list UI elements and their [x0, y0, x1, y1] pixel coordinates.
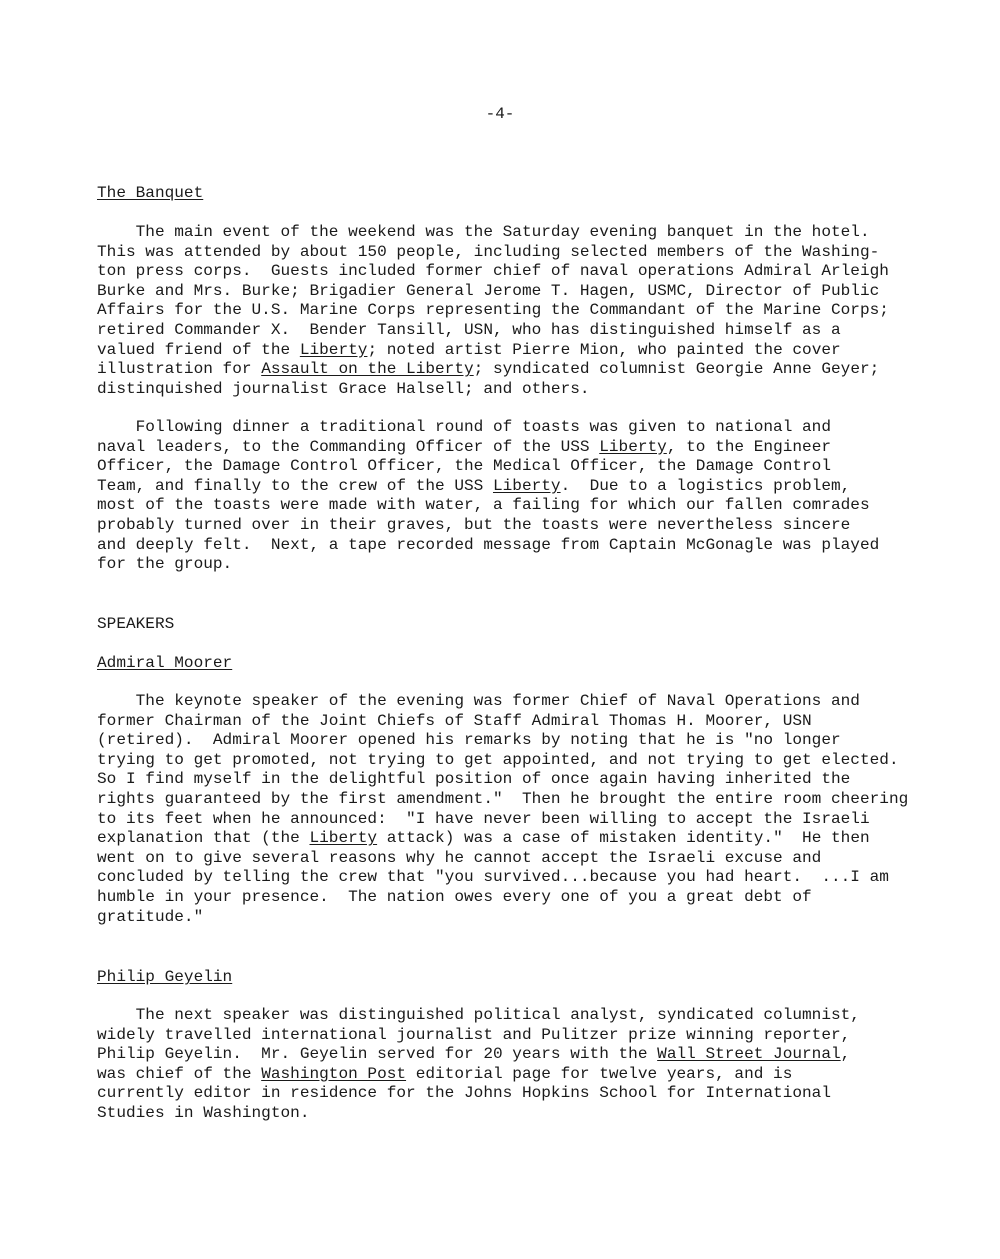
underlined-title: Liberty [309, 829, 378, 848]
text-run: ; syndicated columnist Georgie Anne Geyer; [473, 360, 880, 379]
text-run: widely travelled international journalist and Pulitzer prize winning reporter, [97, 1025, 851, 1044]
text-line [97, 1065, 927, 1085]
text-line [97, 1104, 927, 1124]
underlined-title: Wall Street Journal [657, 1045, 841, 1064]
text-run: , to the Engineer [666, 437, 832, 456]
text-run: probably turned over in their graves, but the toasts were nevertheless sincere [97, 515, 851, 534]
text-line [97, 243, 927, 263]
text-run: currently editor in residence for the Johns Hopkins School for International [97, 1084, 831, 1103]
text-line [97, 1045, 927, 1065]
text-run: . Due to a logistics problem, [560, 476, 851, 495]
text-line [97, 418, 927, 438]
geyelin-heading [97, 968, 927, 988]
text-run: ; noted artist Pierre Mion, who painted the cover [367, 340, 841, 359]
text-line [97, 438, 927, 458]
text-line [97, 751, 927, 771]
text-run: retired Commander X. Bender Tansill, USN, who has distinguished himself as a [97, 320, 841, 339]
text-line [97, 712, 927, 732]
text-run: Team, and finally to the crew of the USS [97, 476, 493, 495]
text-run: trying to get promoted, not trying to get appointed, and not trying to get elected. [97, 750, 899, 769]
text-run: Officer, the Damage Control Officer, the Medical Officer, the Damage Control [97, 457, 831, 476]
geyelin-paragraph [97, 1006, 927, 1124]
moorer-paragraph [97, 692, 927, 927]
underlined-title: Liberty [299, 340, 368, 359]
underlined-title: Liberty [492, 476, 561, 495]
text-line [97, 301, 927, 321]
text-run: illustration for [97, 360, 262, 379]
text-line [97, 908, 927, 928]
text-run: naval leaders, to the Commanding Officer of the USS [97, 437, 600, 456]
text-line [97, 868, 927, 888]
banquet-heading-text: The Banquet [97, 184, 204, 202]
text-run: distinquished journalist Grace Halsell; and others. [97, 379, 590, 398]
text-line [97, 457, 927, 477]
page-number: -4- [485, 105, 515, 123]
text-line [97, 1084, 927, 1104]
text-run: humble in your presence. The nation owes every one of you a great debt of [97, 887, 812, 906]
text-line [97, 790, 927, 810]
text-run: Studies in Washington. [97, 1103, 310, 1122]
text-run: went on to give several reasons why he cannot accept the Israeli excuse and [97, 848, 822, 867]
underlined-title: Liberty [599, 437, 667, 456]
speakers-heading-text: SPEAKERS [97, 615, 175, 633]
text-line [97, 321, 927, 341]
text-run: and deeply felt. Next, a tape recorded message from Captain McGonagle was played [97, 535, 880, 554]
text-run: The keynote speaker of the evening was former Chief of Naval Operations and [97, 692, 860, 710]
text-run: was chief of the [97, 1064, 262, 1083]
text-line [97, 731, 927, 751]
text-run: former Chairman of the Joint Chiefs of Staff Admiral Thomas H. Moorer, USN [97, 711, 812, 730]
text-run: rights guaranteed by the first amendment." Then he brought the entire room cheering [97, 789, 909, 808]
text-run: Following dinner a traditional round of toasts was given to national and [97, 418, 831, 436]
banquet-paragraph-2 [97, 418, 927, 575]
text-line [97, 829, 927, 849]
text-line [97, 282, 927, 302]
text-line [97, 1026, 927, 1046]
text-line [97, 477, 927, 497]
text-line [97, 380, 927, 400]
text-line [97, 888, 927, 908]
text-run: concluded by telling the crew that "you survived...because you had heart. ...I am [97, 868, 889, 887]
text-run: most of the toasts were made with water, a failing for which our fallen comrades [97, 496, 870, 515]
text-run: Affairs for the U.S. Marine Corps representing the Commandant of the Marine Corps; [97, 301, 889, 320]
text-line [97, 496, 927, 516]
text-line [97, 692, 927, 712]
text-run: attack) was a case of mistaken identity." He then [377, 829, 870, 848]
text-run: explanation that (the [97, 829, 310, 848]
geyelin-heading-text: Philip Geyelin [97, 968, 233, 986]
text-line [97, 555, 927, 575]
text-line [97, 810, 927, 830]
text-line [97, 223, 927, 243]
text-line [97, 516, 927, 536]
text-run: The main event of the weekend was the Saturday evening banquet in the hotel. [97, 223, 870, 241]
banquet-heading [97, 184, 927, 204]
moorer-heading-text: Admiral Moorer [97, 654, 233, 672]
moorer-heading [97, 654, 927, 674]
text-line [97, 360, 927, 380]
text-line [97, 536, 927, 556]
text-run: gratitude." [97, 907, 204, 926]
underlined-title: Assault on the Liberty [261, 360, 474, 379]
text-line [97, 1006, 927, 1026]
text-run: Philip Geyelin. Mr. Geyelin served for 20 years with the [97, 1045, 658, 1064]
text-run: (retired). Admiral Moorer opened his remarks by noting that he is "no longer [97, 731, 841, 750]
text-run: to its feet when he announced: "I have never been willing to accept the Israeli [97, 809, 870, 828]
speakers-heading [97, 615, 927, 635]
underlined-title: Washington Post [261, 1064, 407, 1083]
text-line [97, 262, 927, 282]
text-run: Burke and Mrs. Burke; Brigadier General Jerome T. Hagen, USMC, Director of Public [97, 281, 880, 300]
banquet-paragraph-1 [97, 223, 927, 399]
text-run: The next speaker was distinguished political analyst, syndicated columnist, [97, 1006, 860, 1024]
text-run: ton press corps. Guests included former chief of naval operations Admiral Arleigh [97, 262, 889, 281]
text-run: So I find myself in the delightful position of once again having inherited the [97, 770, 851, 789]
text-line [97, 341, 927, 361]
text-run: valued friend of the [97, 340, 300, 359]
text-line [97, 849, 927, 869]
text-run: for the group. [97, 555, 233, 574]
text-run: , [840, 1045, 851, 1064]
text-run: This was attended by about 150 people, including selected members of the Washing- [97, 242, 880, 261]
text-line [97, 770, 927, 790]
text-run: editorial page for twelve years, and is [406, 1064, 793, 1083]
